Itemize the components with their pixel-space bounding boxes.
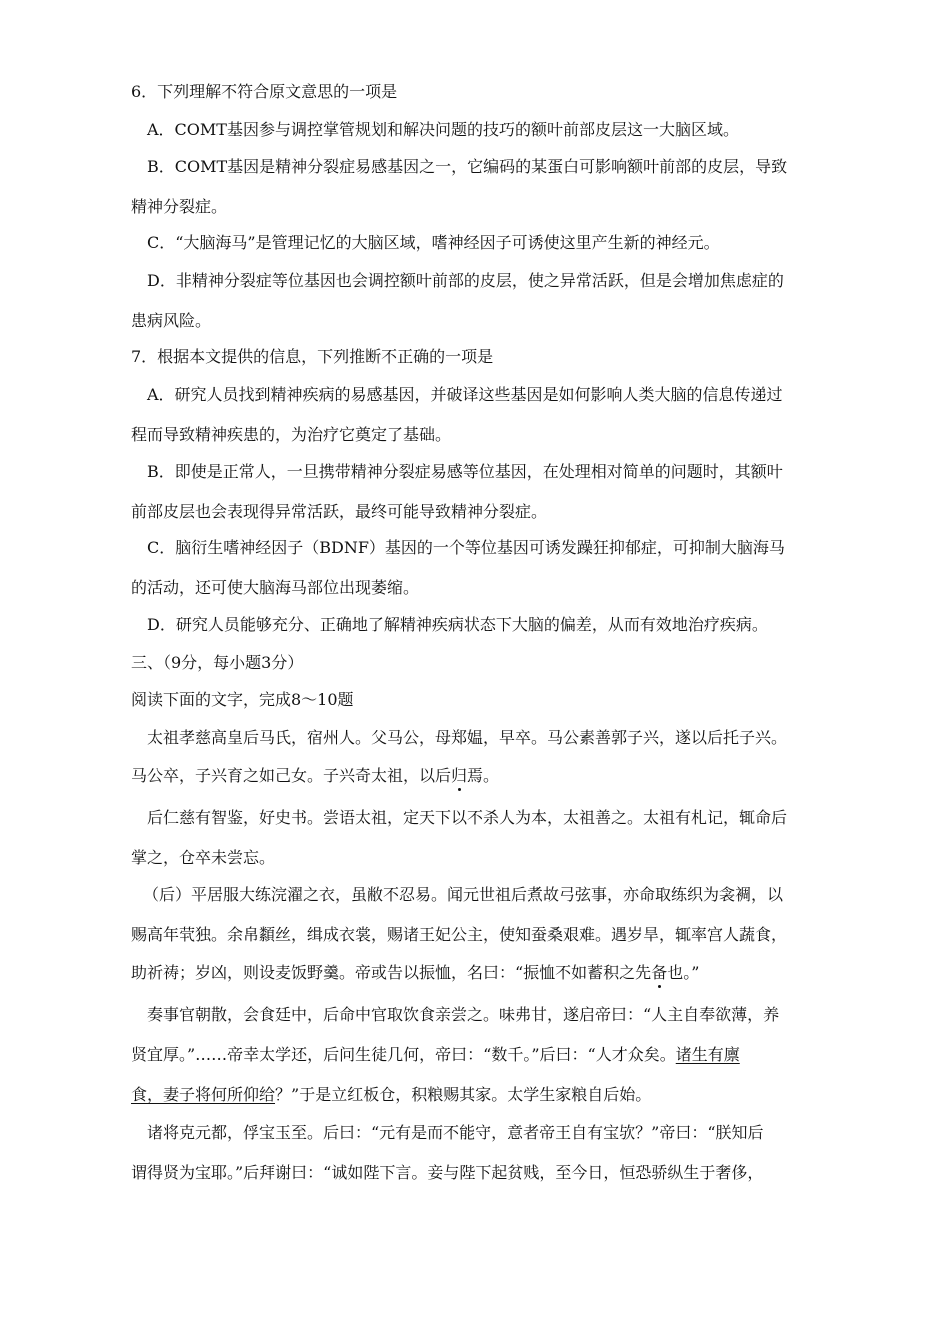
section-3-heading: 三、（9分，每小题3分）	[131, 653, 304, 672]
passage-text: 助祈祷；岁凶，则设麦饭野羹。帝或告以振恤，名曰：“振恤不如蓄积之先	[131, 963, 652, 982]
question-7-option-a-line1: A．研究人员找到精神疾病的易感基因，并破译这些基因是如何影响人类大脑的信息传递过	[147, 385, 783, 404]
passage-p2-line2: 掌之，仓卒未尝忘。	[131, 848, 276, 867]
emphasis-dotted-char: 归	[451, 766, 468, 785]
underlined-sentence-part2: 食，妻子将何所仰给	[131, 1085, 276, 1104]
passage-p1-line2	[131, 766, 499, 786]
section-3-instruction: 阅读下面的文字，完成8～10题	[131, 690, 354, 709]
passage-p1-line1: 太祖孝慈高皇后马氏，宿州人。父马公，母郑媪，早卒。马公素善郭子兴，遂以后托子兴。	[147, 728, 788, 747]
question-7-option-c-line1: C．脑衍生嗜神经因子（BDNF）基因的一个等位基因可诱发躁狂抑郁症，可抑制大脑海马	[147, 538, 785, 557]
question-6-option-b-line2: 精神分裂症。	[131, 197, 228, 216]
question-7-option-c-line2: 的活动，还可使大脑海马部位出现萎缩。	[131, 578, 420, 597]
question-6-option-d-line2: 患病风险。	[131, 311, 212, 330]
passage-p2-line1: 后仁慈有智鉴，好史书。尝语太祖，定天下以不杀人为本，太祖善之。太祖有札记，辄命后	[147, 808, 788, 827]
question-6-option-b-line1: B．COMT基因是精神分裂症易感基因之一，它编码的某蛋白可影响额叶前部的皮层，导致	[147, 157, 788, 176]
passage-p5-line1: 诸将克元都，俘宝玉至。后曰：“元有是而不能守，意者帝王自有宝欤？”帝曰：“朕知后	[147, 1123, 764, 1142]
passage-text: 也。”	[667, 963, 700, 982]
question-7-option-b-line2: 前部皮层也会表现得异常活跃，最终可能导致精神分裂症。	[131, 502, 548, 521]
passage-p3-line1: （后）平居服大练浣濯之衣，虽敝不忍易。闻元世祖后煮故弓弦事，亦命取练织为衾裯，以	[143, 885, 784, 904]
underlined-sentence-part1: 诸生有廪	[675, 1045, 740, 1064]
emphasis-dotted-char: 备	[651, 963, 668, 982]
passage-p3-line3	[131, 963, 699, 983]
passage-text: ？”于是立红板仓，积粮赐其家。太学生家粮自后始。	[275, 1085, 652, 1104]
passage-p5-line2: 谓得贤为宝耶。”后拜谢曰：“诚如陛下言。妾与陛下起贫贱，至今日，恒恐骄纵生于奢侈，	[131, 1163, 764, 1182]
question-7-option-d: D．研究人员能够充分、正确地了解精神疾病状态下大脑的偏差，从而有效地治疗疾病。	[147, 615, 768, 634]
passage-text: 贤宜厚。”……帝幸太学还，后问生徒几何，帝曰：“数千。”后曰：“人才众矣。	[131, 1045, 676, 1064]
passage-p3-line2: 赐高年茕独。余帛纇丝，缉成衣裳，赐诸王妃公主，使知蚕桑艰难。遇岁旱，辄率宫人蔬食，	[131, 925, 788, 944]
passage-p4-line2	[131, 1045, 740, 1065]
passage-text: 马公卒，子兴育之如己女。子兴奇太祖，以后	[131, 766, 452, 785]
question-6-option-d-line1: D．非精神分裂症等位基因也会调控额叶前部的皮层，使之异常活跃，但是会增加焦虑症的	[147, 271, 784, 290]
question-7-stem: 7．根据本文提供的信息，下列推断不正确的一项是	[131, 347, 494, 366]
passage-p4-line3	[131, 1085, 651, 1105]
question-6-option-a: A．COMT基因参与调控掌管规划和解决问题的技巧的额叶前部皮层这一大脑区域。	[147, 120, 739, 139]
passage-p4-line1: 奏事官朝散，会食廷中，后命中官取饮食亲尝之。味弗甘，遂启帝曰：“人主自奉欲薄，养	[147, 1005, 780, 1024]
question-7-option-a-line2: 程而导致精神疾患的，为治疗它奠定了基础。	[131, 425, 452, 444]
question-7-option-b-line1: B．即使是正常人，一旦携带精神分裂症易感等位基因，在处理相对简单的问题时，其额叶	[147, 462, 783, 481]
passage-text: 焉。	[467, 766, 500, 785]
question-6-stem: 6．下列理解不符合原文意思的一项是	[131, 82, 398, 101]
question-6-option-c: C．“大脑海马”是管理记忆的大脑区域，嗜神经因子可诱使这里产生新的神经元。	[147, 233, 720, 252]
